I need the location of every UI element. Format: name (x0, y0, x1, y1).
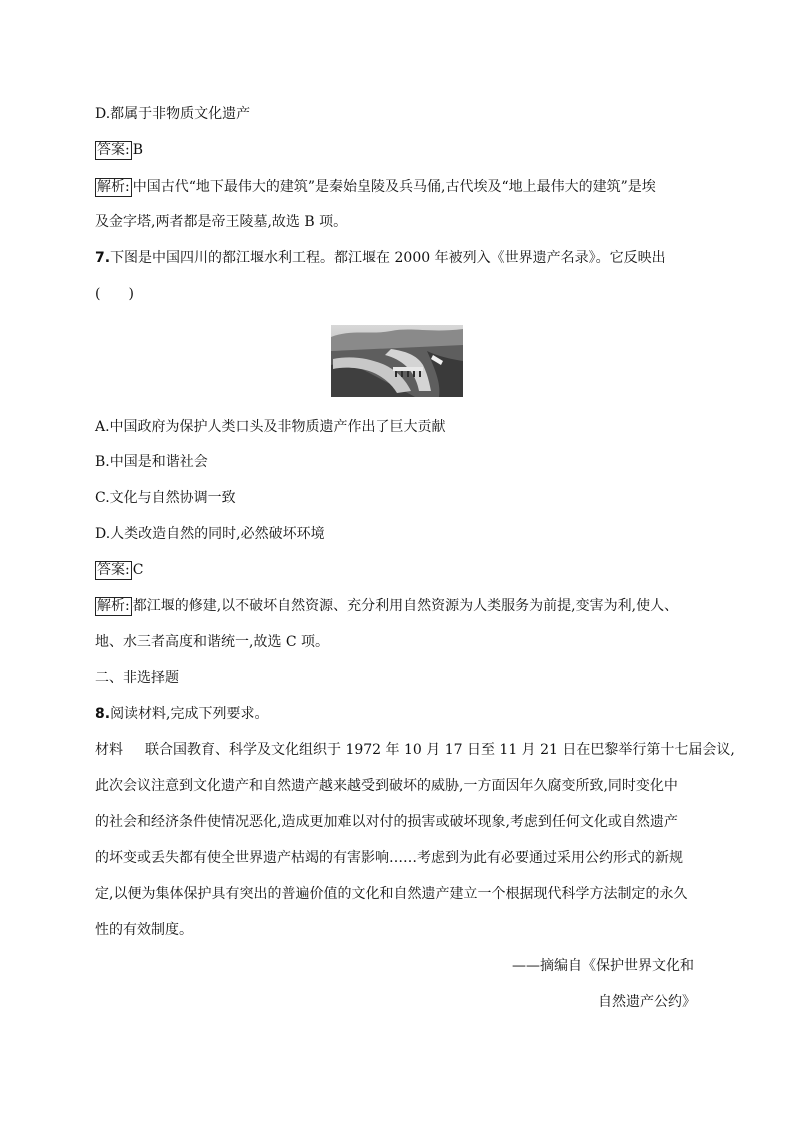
analysis-label: 解析: (97, 598, 130, 614)
material-source-cont: 自然遗产公约》 (598, 994, 696, 1010)
material-line (95, 740, 735, 760)
q7-option-b: B.中国是和谐社会 (95, 454, 208, 470)
q6-analysis-cont: 及金字塔,两者都是帝王陵墓,故选 B 项。 (95, 214, 348, 230)
material-source: ——摘编自《保护世界文化和 (512, 958, 694, 974)
question-text: 阅读材料,完成下列要求。 (110, 706, 269, 722)
q6-option-d: D.都属于非物质文化遗产 (95, 106, 251, 122)
section-title: 二、非选择题 (95, 670, 179, 686)
material-line: 定,以便为集体保护具有突出的普遍价值的文化和自然遗产建立一个根据现代科学方法制定的永久 (95, 886, 688, 902)
q7-option-d: D.人类改造自然的同时,必然破坏环境 (95, 526, 325, 542)
material-label: 材料 (95, 742, 123, 758)
q7-answer (95, 560, 143, 580)
q7-analysis-cont: 地、水三者高度和谐统一,故选 C 项。 (95, 634, 330, 650)
q8-stem (95, 704, 269, 724)
dujiangyan-image (331, 325, 463, 397)
q7-blank: ( ) (95, 286, 134, 302)
q7-analysis (95, 596, 678, 616)
question-text: 下图是中国四川的都江堰水利工程。都江堰在 2000 年被列入《世界遗产名录》。它反映出 (110, 250, 666, 266)
question-number: 8. (95, 706, 111, 722)
q7-stem (95, 248, 666, 268)
analysis-label: 解析: (97, 179, 130, 195)
q6-answer (95, 140, 143, 160)
answer-label: 答案: (97, 562, 130, 578)
material-text: 联合国教育、科学及文化组织于 1972 年 10 月 17 日至 11 月 21 日在巴黎举行第十七届会议, (145, 742, 735, 758)
answer-value: B (132, 142, 144, 158)
analysis-text: 中国古代“地下最伟大的建筑”是秦始皇陵及兵马俑,古代埃及“地上最伟大的建筑”是埃 (132, 179, 656, 195)
material-line: 性的有效制度。 (95, 922, 193, 938)
answer-label: 答案: (97, 142, 130, 158)
answer-value: C (132, 562, 144, 578)
material-line: 的坏变或丢失都有使全世界遗产枯竭的有害影响……考虑到为此有必要通过采用公约形式的新规 (95, 850, 683, 866)
q7-option-c: C.文化与自然协调一致 (95, 490, 236, 506)
material-line: 的社会和经济条件使情况恶化,造成更加难以对付的损害或破坏现象,考虑到任何文化或自然遗产 (95, 814, 678, 830)
q6-analysis (95, 177, 656, 197)
question-number: 7. (95, 250, 111, 266)
dujiangyan-photo (331, 325, 463, 397)
analysis-text: 都江堰的修建,以不破坏自然资源、充分利用自然资源为人类服务为前提,变害为利,使人、 (132, 598, 679, 614)
q7-option-a: A.中国政府为保护人类口头及非物质遗产作出了巨大贡献 (95, 419, 446, 435)
material-line: 此次会议注意到文化遗产和自然遗产越来越受到破坏的威胁,一方面因年久腐变所致,同时变化中 (95, 778, 678, 794)
